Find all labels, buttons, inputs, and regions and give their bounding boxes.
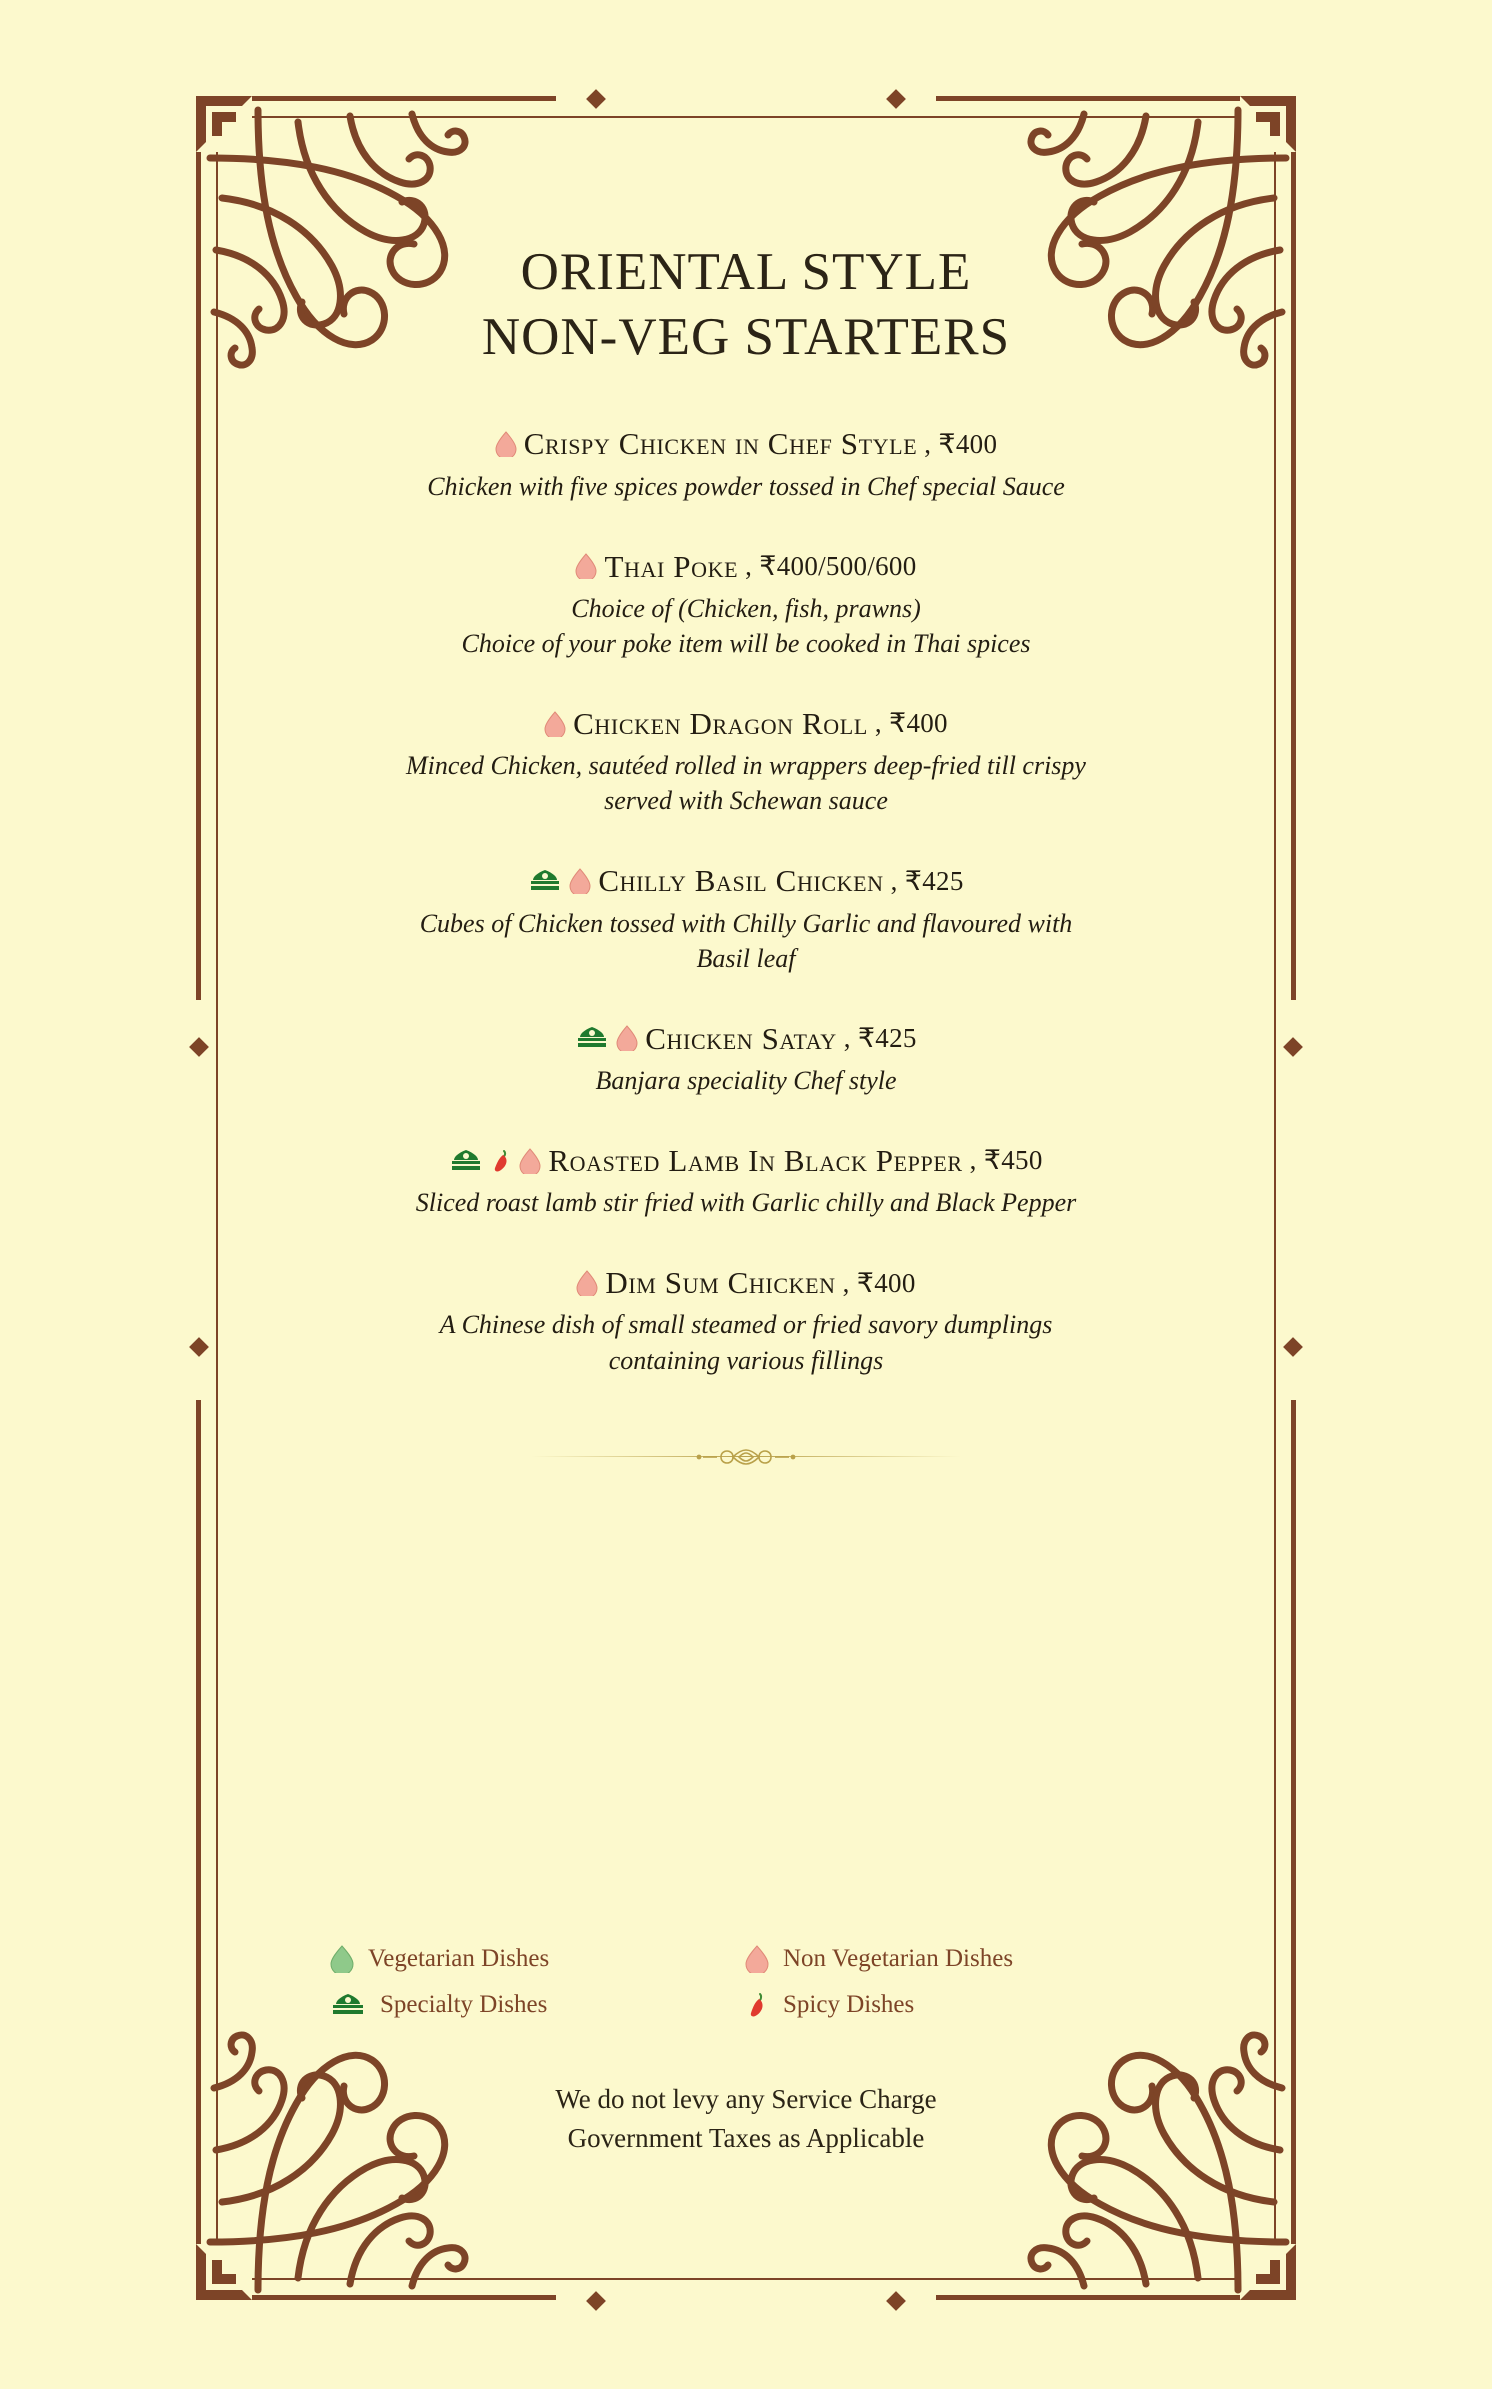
menu-item-description bbox=[331, 469, 1161, 504]
menu-item-description bbox=[331, 1063, 1161, 1098]
menu-item-price: , ₹400 bbox=[874, 708, 948, 739]
legend-label: Specialty Dishes bbox=[380, 1991, 548, 2018]
non-veg-leaf-icon bbox=[745, 1945, 769, 1973]
non-veg-leaf-icon bbox=[616, 1025, 638, 1051]
menu-item-heading bbox=[256, 425, 1236, 462]
menu-item-description-line: Cubes of Chicken tossed with Chilly Garlic and flavoured with bbox=[419, 908, 1073, 938]
menu-item-price: , ₹425 bbox=[890, 865, 964, 896]
menu-item-price: , ₹425 bbox=[843, 1023, 917, 1054]
menu-item-name: Chicken Satay bbox=[645, 1020, 837, 1056]
legend-item-vegetarian bbox=[330, 1945, 745, 1973]
menu-item-name: Chilly Basil Chicken bbox=[598, 863, 884, 899]
border-gap-bottom bbox=[556, 2292, 936, 2310]
menu-item bbox=[256, 1264, 1236, 1377]
legend-row bbox=[330, 1945, 1160, 1973]
menu-item-name: Dim Sum Chicken bbox=[605, 1265, 836, 1301]
specialty-icon bbox=[575, 1026, 609, 1050]
specialty-icon bbox=[330, 1992, 366, 2018]
divider-ornament-icon bbox=[691, 1444, 801, 1475]
menu-item-description-line: served with Schewan sauce bbox=[604, 786, 888, 816]
legend-label: Vegetarian Dishes bbox=[368, 1945, 550, 1972]
legend-item-specialty bbox=[330, 1991, 745, 2019]
menu-item-heading bbox=[256, 1142, 1236, 1179]
menu-item-description-line: Banjara speciality Chef style bbox=[595, 1065, 897, 1095]
spicy-chilli-icon bbox=[490, 1148, 512, 1174]
menu-item-description-line: Chicken with five spices powder tossed in Chef special Sauce bbox=[427, 471, 1065, 501]
legend bbox=[330, 1945, 1160, 2037]
non-veg-leaf-icon bbox=[576, 1270, 598, 1296]
title-line-1: ORIENTAL STYLE bbox=[520, 243, 972, 301]
menu-item bbox=[256, 1020, 1236, 1098]
menu-item bbox=[256, 862, 1236, 975]
menu-item-heading bbox=[256, 1020, 1236, 1057]
legend-item-non-vegetarian bbox=[745, 1945, 1160, 1973]
menu-item-description-line: Sliced roast lamb stir fried with Garlic chilly and Black Pepper bbox=[415, 1188, 1077, 1218]
menu-item-description-line: Choice of your poke item will be cooked in Thai spices bbox=[461, 628, 1031, 658]
non-veg-leaf-icon bbox=[495, 431, 517, 457]
menu-item-description bbox=[331, 1185, 1161, 1220]
footer-notes bbox=[256, 2080, 1236, 2158]
specialty-icon bbox=[449, 1149, 483, 1173]
title-line-2: NON-VEG STARTERS bbox=[481, 307, 1011, 366]
specialty-icon bbox=[528, 869, 562, 893]
service-charge-note: We do not levy any Service Charge bbox=[555, 2084, 937, 2114]
section-divider bbox=[531, 1444, 961, 1470]
menu-item-description-line: containing various fillings bbox=[608, 1345, 884, 1375]
menu-item-description bbox=[331, 591, 1161, 661]
menu-item-heading bbox=[256, 862, 1236, 899]
non-veg-leaf-icon bbox=[575, 553, 597, 579]
legend-label: Non Vegetarian Dishes bbox=[783, 1945, 1014, 1972]
menu-content bbox=[256, 240, 1236, 1470]
menu-item bbox=[256, 1142, 1236, 1220]
menu-item bbox=[256, 548, 1236, 661]
menu-item-description bbox=[331, 906, 1161, 976]
menu-item-description-line: Basil leaf bbox=[696, 943, 796, 973]
menu-item-description-line: Minced Chicken, sautéed rolled in wrappers deep-fried till crispy bbox=[406, 751, 1086, 781]
menu-item-description-line: A Chinese dish of small steamed or fried savory dumplings bbox=[439, 1310, 1053, 1340]
menu-item-name: Crispy Chicken in Chef Style bbox=[523, 426, 918, 462]
menu-item bbox=[256, 425, 1236, 503]
non-veg-leaf-icon bbox=[519, 1148, 541, 1174]
border-gap-top bbox=[556, 90, 936, 108]
menu-item-description bbox=[331, 748, 1161, 818]
menu-item-name: Thai Poke bbox=[604, 548, 739, 584]
menu-item-price: , ₹400 bbox=[924, 428, 998, 459]
non-veg-leaf-icon bbox=[569, 868, 591, 894]
menu-item-description bbox=[331, 1307, 1161, 1377]
menu-item-heading bbox=[256, 1264, 1236, 1301]
menu-item-name: Roasted Lamb In Black Pepper bbox=[548, 1143, 963, 1178]
menu-item-price: , ₹400/500/600 bbox=[745, 550, 917, 581]
non-veg-leaf-icon bbox=[544, 711, 566, 737]
government-taxes-note: Government Taxes as Applicable bbox=[567, 2123, 925, 2154]
menu-item bbox=[256, 705, 1236, 818]
menu-item-heading bbox=[256, 548, 1236, 585]
menu-item-price: , ₹450 bbox=[969, 1145, 1043, 1176]
legend-item-spicy bbox=[745, 1991, 1160, 2019]
legend-label: Spicy Dishes bbox=[783, 1991, 915, 2018]
veg-leaf-icon bbox=[330, 1945, 354, 1973]
menu-item-description-line: Choice of (Chicken, fish, prawns) bbox=[571, 593, 921, 623]
page-title bbox=[256, 240, 1236, 369]
spicy-chilli-icon bbox=[745, 1991, 769, 2019]
menu-item-name: Chicken Dragon Roll bbox=[573, 705, 868, 741]
menu-item-price: , ₹400 bbox=[842, 1267, 916, 1298]
legend-row bbox=[330, 1991, 1160, 2019]
menu-item-heading bbox=[256, 705, 1236, 742]
